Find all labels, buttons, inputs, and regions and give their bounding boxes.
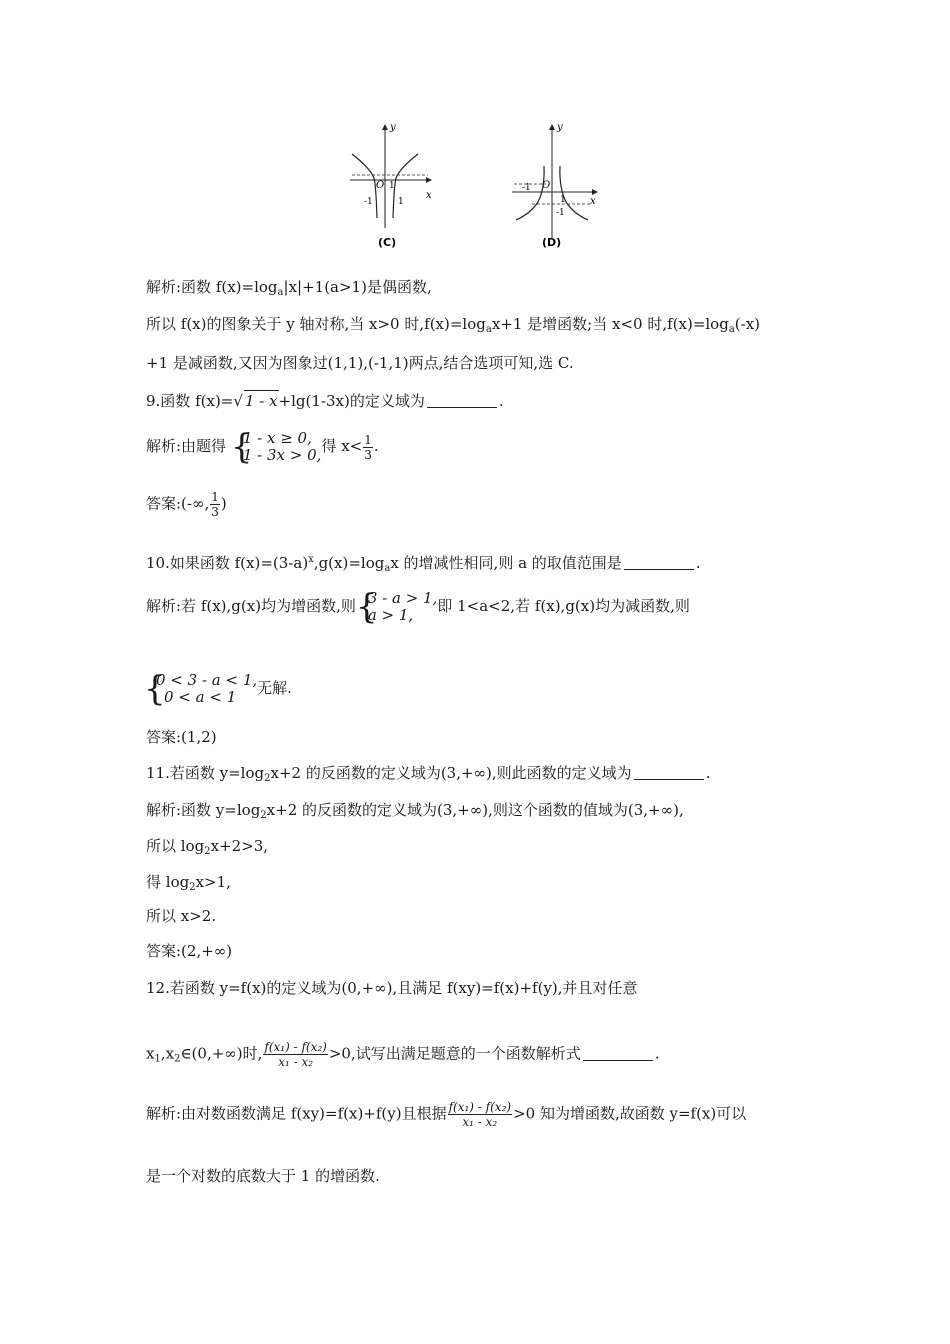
solution-11-line-3: 得 $\log_2x>1$, — [146, 873, 231, 893]
fraction: $\frac{1}{3}$ — [364, 432, 372, 462]
graph-d-caption: (D) — [542, 236, 562, 249]
graph-d-y-label: y — [557, 122, 563, 133]
answer-blank — [583, 1046, 653, 1061]
graph-d-tick-neg1: -1 — [522, 183, 531, 193]
fraction: $\frac{1}{3}$ — [211, 490, 219, 519]
answer-9: 答案:(-∞, $\frac{1}{3}$ ) — [146, 490, 227, 519]
answer-blank — [427, 393, 497, 408]
solution-8-line-3: +1 是减函数,又因为图象过(1,1),(-1,1)两点,结合选项可知,选 C. — [146, 354, 574, 372]
difference-quotient-fraction: $\frac{\text{f(x₁) - f(x₂)}}{\text{x₁ - x₂}}$ — [448, 1100, 512, 1129]
graph-c-origin-label: O — [376, 180, 385, 191]
solution-11-line-1: 解析:函数 $y=\log_2x+2$ 的反函数的定义域为(3,+∞),则这个函数的值域为(3,+∞), — [146, 801, 684, 821]
graph-c-y-label: y — [390, 122, 396, 133]
solution-10-line-2: { 0 < 3 - a < 1, 0 < a < 1 无解. — [144, 669, 292, 709]
solution-11-line-2: 所以 $\log_2x+2>3$, — [146, 837, 269, 857]
graph-c-caption: (C) — [378, 236, 397, 249]
graph-d-origin-label: O — [542, 180, 551, 191]
graph-d-tick-1: 1 — [560, 195, 566, 205]
solution-8-line-2: 所以 f(x)的图象关于 y 轴对称,当 x>0 时$,f(x)=\log_ax+1$ 是增函数;当 x<0 时$,f(x)=\log_a(-x)$ — [146, 315, 761, 335]
question-9: 9.函数 f(x)=√ 1 - x+lg(1-3x)的定义域为 . — [146, 392, 504, 410]
answer-10: 答案:(1,2) — [146, 728, 217, 746]
answer-11: 答案:(2,+∞) — [146, 942, 233, 960]
solution-10-line-1: 解析:若 f(x),g(x)均为增函数,则 { 3 - a > 1, a > 1, 即 1<a<2,若 f(x),g(x)均为减函数,则 — [146, 587, 690, 627]
graph-d-tick-neg1b: -1 — [556, 208, 565, 218]
answer-option-graphs — [340, 118, 610, 258]
solution-12-line-1: 解析:由对数函数满足 f(xy)=f(x)+f(y)且根据 $\frac{\text{f(x₁) - f(x₂)}}{\text{x₁ - x₂}}$ >0 知为增函数,故函数 y=f(x)可以 — [146, 1100, 747, 1129]
graph-c-x-label: x — [426, 190, 432, 201]
graph-c-tick-1b: 1 — [398, 197, 404, 207]
question-12-line-2: $x_1,x_2\in(0,+\infty)$时, $\frac{\text{f(x₁) - f(x₂)}}{\text{x₁ - x₂}}$ >0,试写出满足题意的一个函数解析式 . — [146, 1040, 660, 1069]
inequality-system: { 3 - a > 1, a > 1, — [355, 587, 438, 627]
inequality-system: { 0 < 3 - a < 1, 0 < a < 1 — [144, 669, 258, 709]
question-12-line-1: 12.若函数 y=f(x)的定义域为(0,+∞),且满足 f(xy)=f(x)+f(y),并且对任意 — [146, 979, 638, 997]
solution-9: 解析:由题得 { 1 - x ≥ 0, 1 - 3x > 0, 得 x< $\frac{1}{3}$ . — [146, 427, 379, 467]
difference-quotient-fraction: $\frac{\text{f(x₁) - f(x₂)}}{\text{x₁ - x₂}}$ — [264, 1040, 327, 1069]
graph-d-x-label: x — [590, 196, 596, 207]
question-10: 10.如果函数 $f(x)=(3-a)^x,g(x)=\log_ax$ 的增减性相同,则 a 的取值范围是 . — [146, 554, 701, 574]
graph-d — [512, 122, 598, 249]
inequality-system: { 1 - x ≥ 0, 1 - 3x > 0, — [230, 427, 322, 467]
solution-12-line-2: 是一个对数的底数大于 1 的增函数. — [146, 1167, 380, 1185]
answer-blank — [634, 765, 704, 780]
question-11: 11.若函数 $y=\log_2x+2$ 的反函数的定义域为(3,+∞),则此函数的定义域为 . — [146, 764, 711, 784]
graph-c — [350, 122, 432, 249]
answer-blank — [624, 555, 694, 570]
graph-c-tick-1: 1 — [389, 181, 395, 191]
solution-11-line-4: 所以 x>2. — [146, 907, 217, 925]
solution-8-line-1: 解析:函数 $f(x)=\log_a|x|+1(a>1)$是偶函数, — [146, 278, 432, 298]
graph-c-tick-neg1: -1 — [364, 197, 373, 207]
